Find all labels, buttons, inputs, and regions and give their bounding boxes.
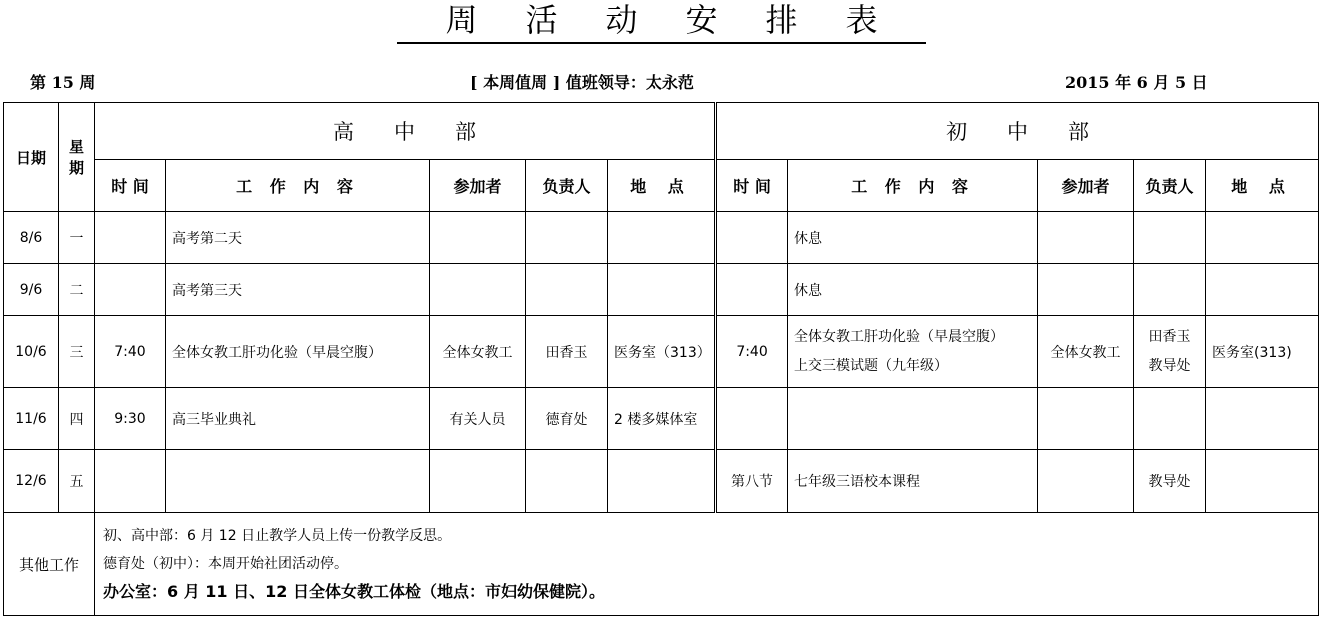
junior-time bbox=[716, 212, 788, 264]
junior-responsible-header: 负责人 bbox=[1134, 160, 1206, 212]
junior-location bbox=[1206, 450, 1319, 513]
junior-location bbox=[1206, 388, 1319, 450]
table-row bbox=[4, 212, 1319, 264]
senior-responsible: 田香玉 bbox=[526, 316, 608, 388]
senior-time-header: 时 间 bbox=[95, 160, 166, 212]
junior-content: 全体女教工肝功化验（早晨空腹） bbox=[794, 328, 1005, 345]
date-label: 2015 年 6 月 5 日 bbox=[1065, 73, 1208, 92]
junior-participants-header: 参加者 bbox=[1038, 160, 1134, 212]
senior-location bbox=[608, 212, 716, 264]
row-weekday: 五 bbox=[59, 450, 95, 513]
junior-participants bbox=[1038, 388, 1134, 450]
senior-time: 7:40 bbox=[95, 316, 166, 388]
senior-time bbox=[95, 264, 166, 316]
other-work-content bbox=[95, 513, 1319, 616]
table-row bbox=[4, 316, 1319, 388]
senior-responsible bbox=[526, 264, 608, 316]
other-work-line: 初、高中部：6 月 12 日止教学人员上传一份教学反思。 bbox=[103, 528, 452, 544]
row-weekday: 二 bbox=[59, 264, 95, 316]
table-row bbox=[4, 264, 1319, 316]
row-date: 12/6 bbox=[4, 450, 59, 513]
duty-label: [ 本周值周 ] 值班领导：太永范 bbox=[470, 73, 694, 92]
senior-content: 高三毕业典礼 bbox=[166, 388, 430, 450]
junior-participants bbox=[1038, 264, 1134, 316]
junior-responsible-cell bbox=[1134, 316, 1206, 388]
junior-time-header: 时 间 bbox=[716, 160, 788, 212]
other-work-line: 德育处（初中）：本周开始社团活动停。 bbox=[103, 556, 348, 572]
senior-responsible bbox=[526, 450, 608, 513]
junior-responsible: 教导处 bbox=[1134, 450, 1206, 513]
senior-content bbox=[166, 450, 430, 513]
row-date: 11/6 bbox=[4, 388, 59, 450]
junior-content: 休息 bbox=[788, 212, 1038, 264]
row-date: 8/6 bbox=[4, 212, 59, 264]
senior-time: 9:30 bbox=[95, 388, 166, 450]
junior-time: 第八节 bbox=[716, 450, 788, 513]
row-weekday: 四 bbox=[59, 388, 95, 450]
senior-participants: 全体女教工 bbox=[430, 316, 526, 388]
junior-time bbox=[716, 388, 788, 450]
junior-content bbox=[788, 388, 1038, 450]
page-title bbox=[0, 2, 1323, 44]
date-header: 日期 bbox=[4, 103, 59, 212]
table-row bbox=[4, 450, 1319, 513]
senior-content: 高考第三天 bbox=[166, 264, 430, 316]
senior-content: 全体女教工肝功化验（早晨空腹） bbox=[166, 316, 430, 388]
junior-content-line-2: 上交三模试题（九年级） bbox=[794, 357, 949, 374]
junior-content: 休息 bbox=[788, 264, 1038, 316]
other-work-row bbox=[4, 513, 1319, 616]
senior-responsible bbox=[526, 212, 608, 264]
junior-participants bbox=[1038, 212, 1134, 264]
senior-content: 高考第二天 bbox=[166, 212, 430, 264]
junior-time: 7:40 bbox=[716, 316, 788, 388]
junior-location bbox=[1206, 264, 1319, 316]
junior-content-cell bbox=[788, 316, 1038, 388]
senior-location bbox=[608, 450, 716, 513]
junior-location bbox=[1206, 212, 1319, 264]
senior-responsible: 德育处 bbox=[526, 388, 608, 450]
junior-location: 医务室(313) bbox=[1206, 316, 1319, 388]
junior-responsible bbox=[1134, 388, 1206, 450]
senior-content-header: 工 作 内 容 bbox=[166, 160, 430, 212]
junior-content: 七年级三语校本课程 bbox=[788, 450, 1038, 513]
junior-responsible bbox=[1134, 212, 1206, 264]
week-label: 第 15 周 bbox=[30, 73, 96, 92]
senior-section-header: 高中部 bbox=[95, 103, 716, 160]
senior-participants bbox=[430, 212, 526, 264]
senior-participants: 有关人员 bbox=[430, 388, 526, 450]
junior-responsible bbox=[1134, 264, 1206, 316]
senior-location-header: 地 点 bbox=[608, 160, 716, 212]
senior-participants bbox=[430, 264, 526, 316]
junior-participants: 全体女教工 bbox=[1038, 316, 1134, 388]
junior-section-header: 初中部 bbox=[716, 103, 1319, 160]
senior-participants-header: 参加者 bbox=[430, 160, 526, 212]
row-date: 10/6 bbox=[4, 316, 59, 388]
senior-location bbox=[608, 264, 716, 316]
row-date: 9/6 bbox=[4, 264, 59, 316]
other-work-line-emphasis: 办公室：6 月 11 日、12 日全体女教工体检（地点：市妇幼保健院）。 bbox=[103, 582, 605, 601]
senior-participants bbox=[430, 450, 526, 513]
page-title-text: 周活动安排表 bbox=[397, 2, 925, 44]
senior-time bbox=[95, 450, 166, 513]
junior-responsible: 田香玉 bbox=[1148, 328, 1191, 345]
other-work-label: 其他工作 bbox=[4, 513, 95, 616]
row-weekday: 三 bbox=[59, 316, 95, 388]
junior-participants bbox=[1038, 450, 1134, 513]
senior-location: 2 楼多媒体室 bbox=[608, 388, 716, 450]
table-row bbox=[4, 388, 1319, 450]
schedule-table bbox=[3, 102, 1319, 616]
senior-time bbox=[95, 212, 166, 264]
junior-responsible-line-2: 教导处 bbox=[1148, 357, 1191, 374]
senior-responsible-header: 负责人 bbox=[526, 160, 608, 212]
junior-location-header: 地 点 bbox=[1206, 160, 1319, 212]
junior-time bbox=[716, 264, 788, 316]
section-header-row bbox=[4, 103, 1319, 160]
row-weekday: 一 bbox=[59, 212, 95, 264]
weekday-header: 星期 bbox=[59, 103, 95, 212]
senior-location: 医务室（313） bbox=[608, 316, 716, 388]
column-header-row bbox=[4, 160, 1319, 212]
junior-content-header: 工 作 内 容 bbox=[788, 160, 1038, 212]
